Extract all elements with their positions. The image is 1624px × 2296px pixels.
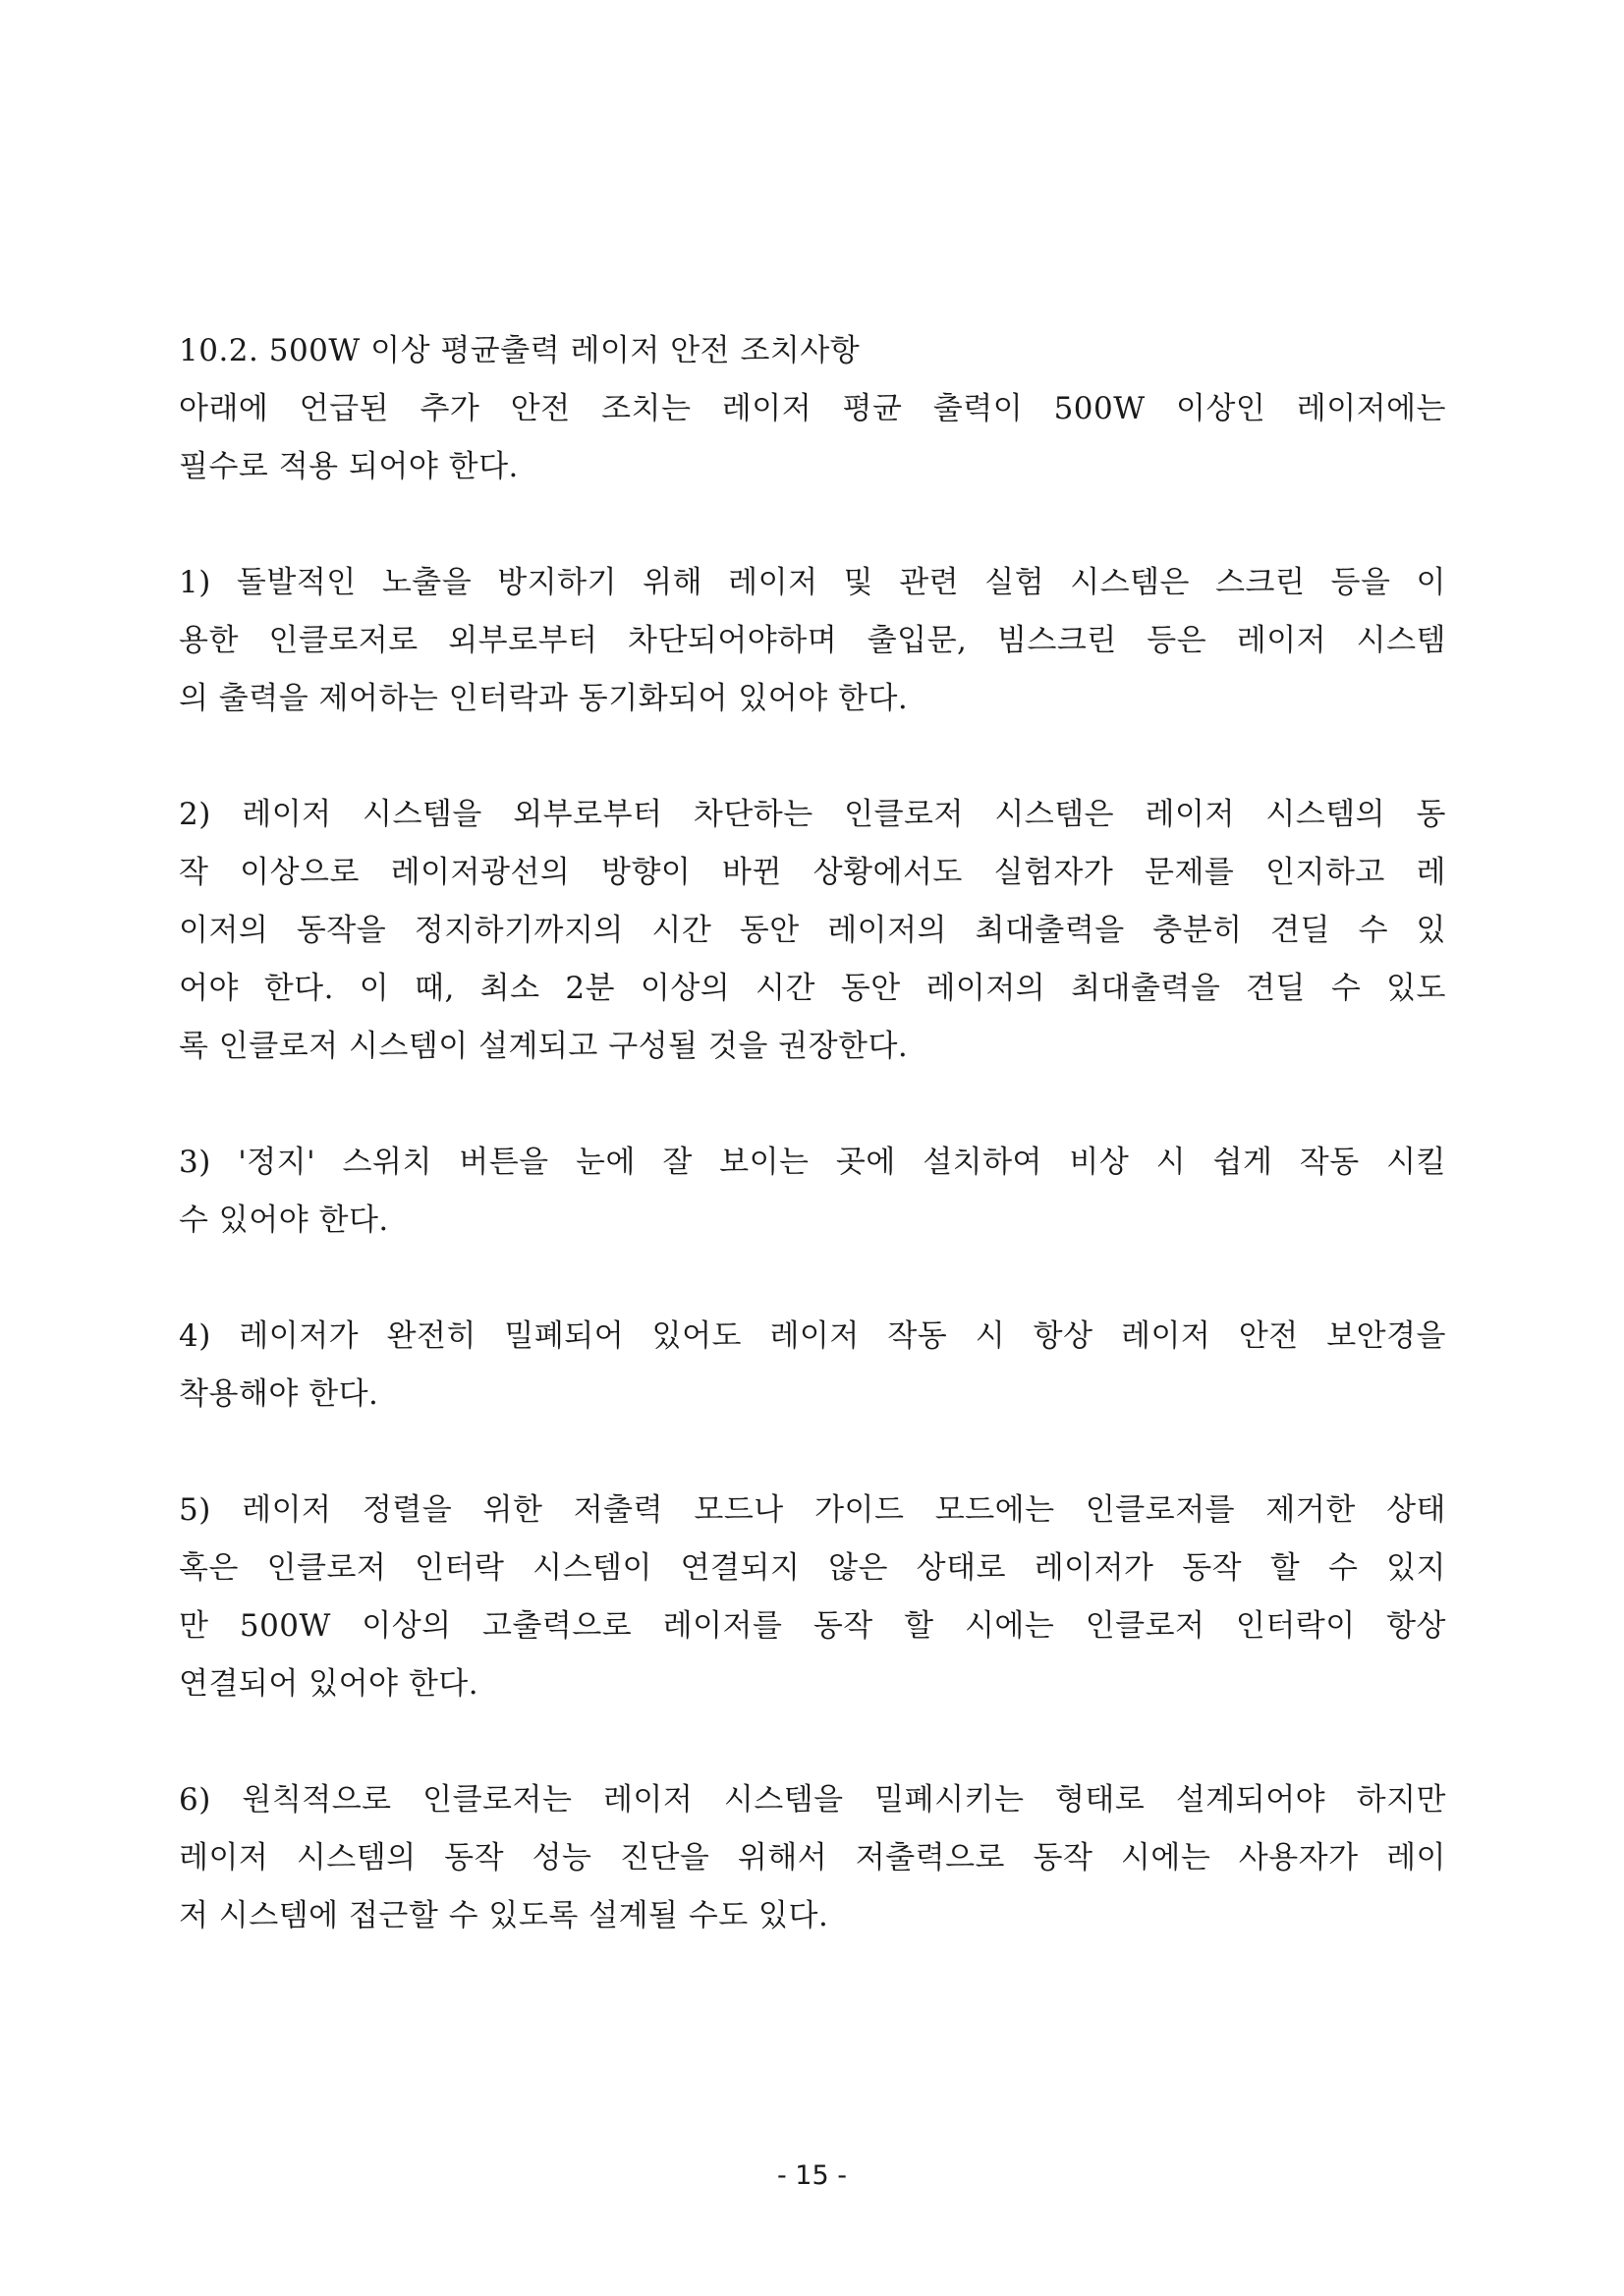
section-10-2	[179, 322, 1446, 496]
paragraph-line: 혹은 인클로저 인터락 시스템이 연결되지 않은 상태로 레이저가 동작 할 수 있지	[179, 1550, 1446, 1586]
section-heading: 10.2. 500W 이상 평균출력 레이저 안전 조치사항	[179, 333, 861, 368]
paragraph-line: 4) 레이저가 완전히 밀폐되어 있어도 레이저 작동 시 항상 레이저 안전 보안경을	[179, 1318, 1446, 1354]
page-content	[179, 322, 1446, 2003]
list-item-2	[179, 786, 1446, 1076]
paragraph-line: 5) 레이저 정렬을 위한 저출력 모드나 가이드 모드에는 인클로저를 제거한 상태	[179, 1492, 1446, 1528]
paragraph-line: 3) '정지' 스위치 버튼을 눈에 잘 보이는 곳에 설치하여 비상 시 쉽게 작동 시킬	[179, 1145, 1446, 1180]
intro-line: 아래에 언급된 추가 안전 조치는 레이저 평균 출력이 500W 이상인 레이저에는	[179, 391, 1446, 426]
paragraph-line: 록 인클로저 시스템이 설계되고 구성될 것을 권장한다.	[179, 1029, 909, 1064]
paragraph-line: 1) 돌발적인 노출을 방지하기 위해 레이저 및 관련 실험 시스템은 스크린 등을 이	[179, 565, 1446, 600]
list-item-3	[179, 1134, 1446, 1250]
paragraph-line: 수 있어야 한다.	[179, 1203, 389, 1238]
paragraph-line: 2) 레이저 시스템을 외부로부터 차단하는 인클로저 시스템은 레이저 시스템의 동	[179, 797, 1446, 832]
paragraph-line: 작 이상으로 레이저광선의 방향이 바뀐 상황에서도 실험자가 문제를 인지하고 레	[179, 855, 1446, 890]
paragraph-line: 6) 원칙적으로 인클로저는 레이저 시스템을 밀폐시키는 형태로 설계되어야 하지만	[179, 1782, 1446, 1818]
paragraph-line: 어야 한다. 이 때, 최소 2분 이상의 시간 동안 레이저의 최대출력을 견딜 수 있도	[179, 971, 1446, 1006]
paragraph-line: 만 500W 이상의 고출력으로 레이저를 동작 할 시에는 인클로저 인터락이 항상	[179, 1608, 1446, 1644]
list-item-4	[179, 1308, 1446, 1424]
list-item-6	[179, 1771, 1446, 1945]
paragraph-line: 용한 인클로저로 외부로부터 차단되어야하며 출입문, 빔스크린 등은 레이저 시스템	[179, 623, 1446, 658]
list-item-1	[179, 554, 1446, 728]
paragraph-line: 연결되어 있어야 한다.	[179, 1666, 479, 1702]
paragraph-line: 레이저 시스템의 동작 성능 진단을 위해서 저출력으로 동작 시에는 사용자가 레이	[179, 1840, 1446, 1876]
page-number: - 15 -	[776, 2160, 847, 2191]
paragraph-line: 착용해야 한다.	[179, 1376, 379, 1412]
paragraph-line: 의 출력을 제어하는 인터락과 동기화되어 있어야 한다.	[179, 681, 909, 716]
list-item-5	[179, 1482, 1446, 1713]
paragraph-line: 저 시스템에 접근할 수 있도록 설계될 수도 있다.	[179, 1898, 829, 1933]
paragraph-line: 이저의 동작을 정지하기까지의 시간 동안 레이저의 최대출력을 충분히 견딜 수 있	[179, 913, 1446, 948]
intro-line: 필수로 적용 되어야 한다.	[179, 449, 519, 484]
